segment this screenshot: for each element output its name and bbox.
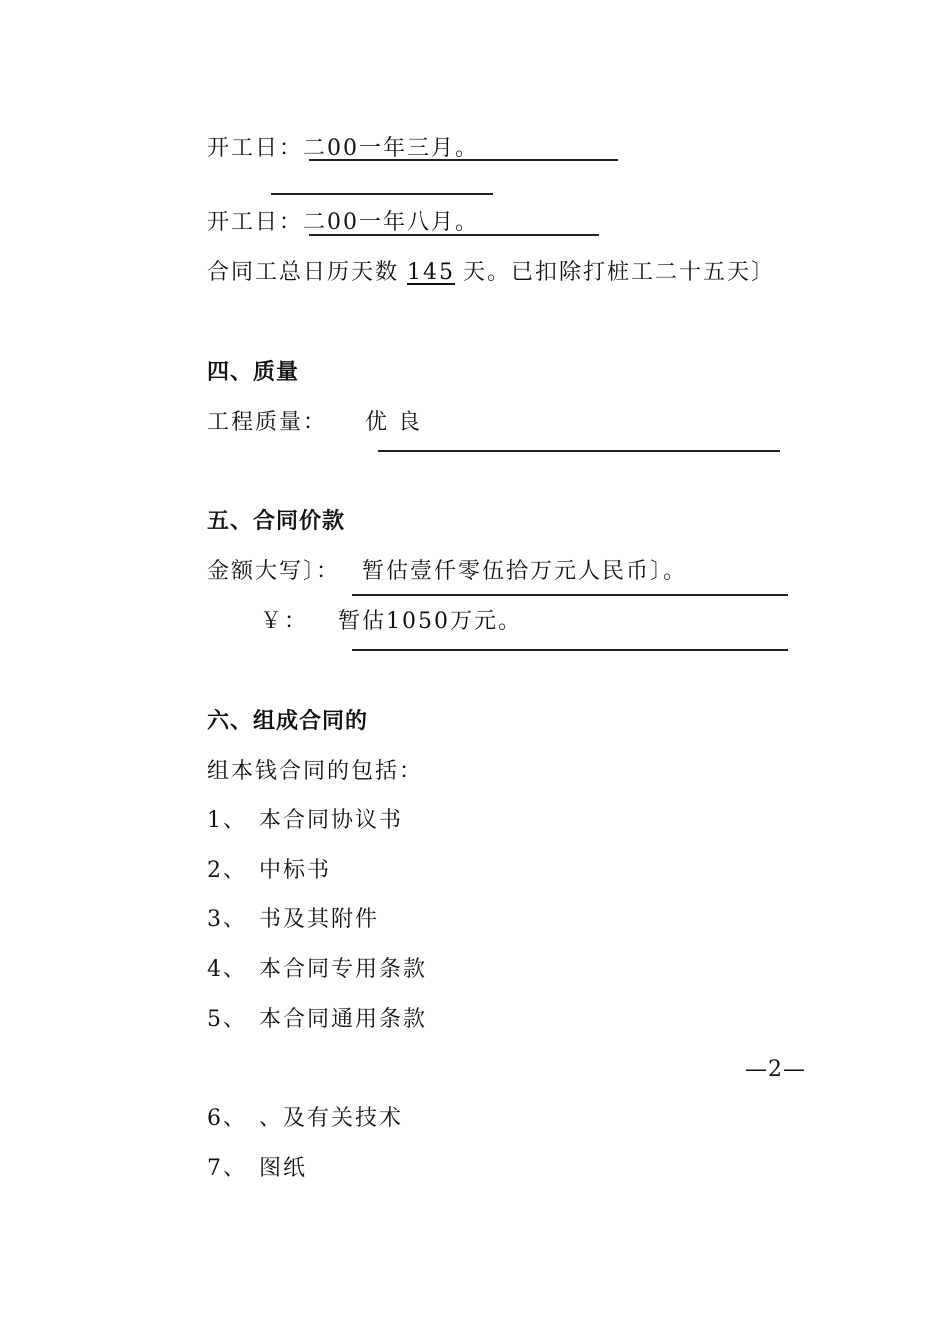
start-date-underline xyxy=(309,159,618,161)
list-item-number: 3、 xyxy=(207,907,247,932)
list-item xyxy=(207,905,379,935)
quality-value: 优 良 xyxy=(365,410,423,435)
list-item-number: 5、 xyxy=(207,1007,247,1032)
list-item xyxy=(207,1005,427,1035)
list-item xyxy=(207,955,427,985)
list-item-number: 4、 xyxy=(207,957,247,982)
start-date-value: 二00一年三月。 xyxy=(303,136,480,161)
start-date-label: 开工日： xyxy=(207,136,304,161)
yen-label: ￥： xyxy=(260,609,309,634)
list-item-number: 7、 xyxy=(207,1156,247,1181)
list-item-text: 书及其附件 xyxy=(259,907,380,932)
amount-line xyxy=(207,557,687,587)
blank-underline xyxy=(271,193,493,195)
quality-underline xyxy=(378,450,780,452)
duration-line xyxy=(207,258,775,288)
section6-intro: 组本钱合同的包括： xyxy=(207,759,424,784)
list-item-number: 1、 xyxy=(207,808,247,833)
list-item-number: 6、 xyxy=(207,1106,247,1131)
amount-label: 金额大写〕： xyxy=(207,559,341,584)
finish-date-label: 开工日： xyxy=(207,210,304,235)
list-item-text: 本合同通用条款 xyxy=(259,1007,428,1032)
section6-heading: 六、组成合同的 xyxy=(207,709,369,734)
list-item xyxy=(207,806,403,836)
quality-line xyxy=(207,408,422,438)
yen-underline xyxy=(352,649,788,651)
yen-value: 暂估1050万元。 xyxy=(338,609,523,634)
list-item xyxy=(207,1154,307,1184)
page-number: —2— xyxy=(745,1057,806,1082)
list-item-number: 2、 xyxy=(207,858,247,883)
quality-label: 工程质量： xyxy=(207,410,328,435)
amount-value: 暂估壹仟零伍拾万元人民币〕。 xyxy=(362,559,688,584)
duration-prefix: 合同工总日历天数 xyxy=(207,260,400,285)
list-item-text: 、及有关技术 xyxy=(259,1106,404,1131)
duration-suffix: 天。已扣除打桩工二十五天〕 xyxy=(463,260,776,285)
list-item-text: 图纸 xyxy=(259,1156,308,1181)
list-item-text: 中标书 xyxy=(259,858,332,883)
list-item xyxy=(207,1104,403,1134)
section5-heading: 五、合同价款 xyxy=(207,509,346,534)
amount-underline xyxy=(352,594,788,596)
finish-date-value: 二00一年八月。 xyxy=(303,210,480,235)
list-item-text: 本合同协议书 xyxy=(259,808,404,833)
list-item xyxy=(207,856,331,886)
yen-line xyxy=(260,607,522,637)
duration-days: 145 xyxy=(407,260,456,285)
list-item-text: 本合同专用条款 xyxy=(259,957,428,982)
section4-heading: 四、质量 xyxy=(207,360,300,385)
finish-date-underline xyxy=(309,234,599,236)
